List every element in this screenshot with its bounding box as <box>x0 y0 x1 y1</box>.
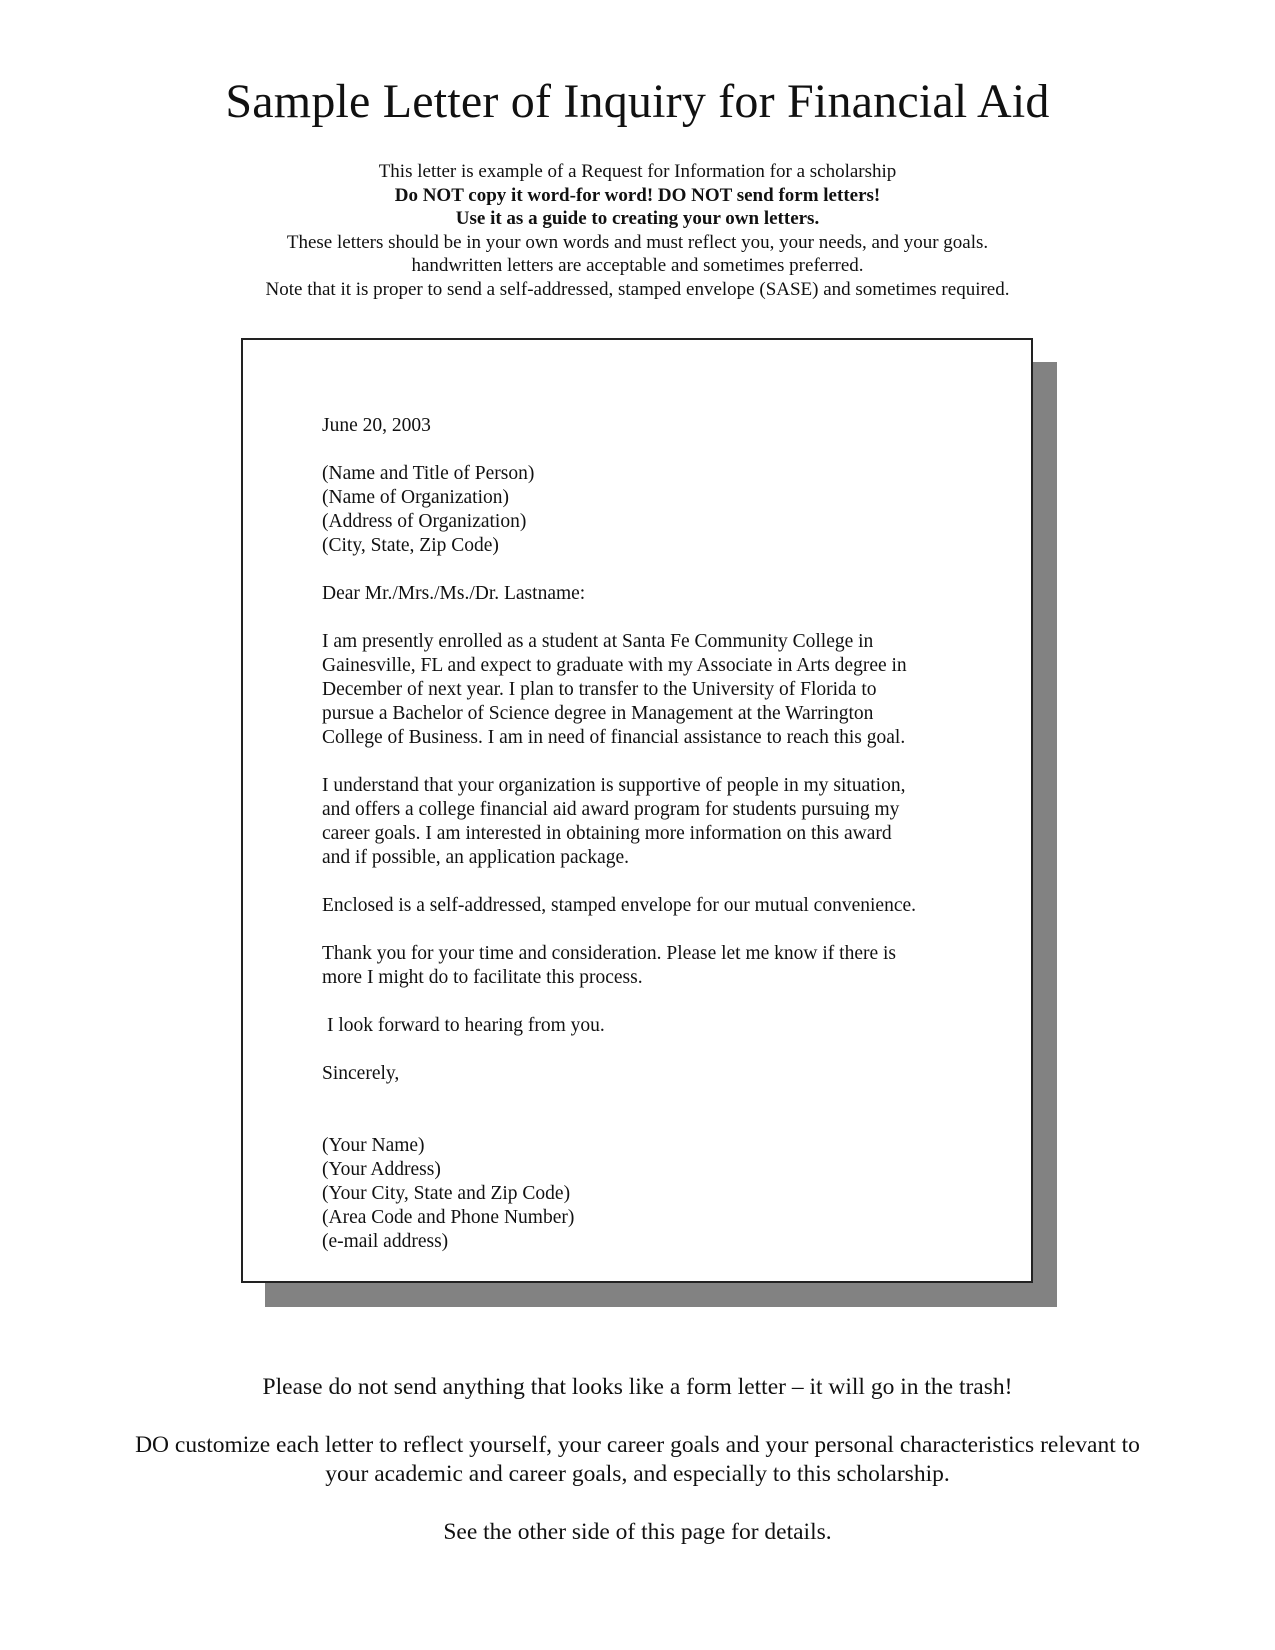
paragraph-line: I look forward to hearing from you. <box>327 1015 605 1036</box>
letter-body <box>322 414 1002 1254</box>
paragraph-line: I understand that your organization is supportive of people in my situation, <box>322 775 906 796</box>
footer-warning: Please do not send anything that looks like a form letter – it will go in the trash! <box>262 1374 1013 1400</box>
intro-line: Note that it is proper to send a self-addressed, stamped envelope (SASE) and sometimes required. <box>265 278 1010 300</box>
footer-customize-line: DO customize each letter to reflect yourself, your career goals and your personal characteristics relevant to <box>135 1432 1140 1458</box>
paragraph-line: Gainesville, FL and expect to graduate with my Associate in Arts degree in <box>322 655 907 676</box>
footer-customize-line: your academic and career goals, and especially to this scholarship. <box>325 1461 950 1487</box>
paragraph-line: and offers a college financial aid award program for students pursuing my <box>322 799 900 820</box>
paragraph-line: and if possible, an application package. <box>322 847 630 868</box>
intro-line: This letter is example of a Request for Information for a scholarship <box>378 161 897 182</box>
recipient-line: (Address of Organization) <box>322 511 527 532</box>
signature-line: (e-mail address) <box>322 1231 449 1252</box>
signature-line: (Your Address) <box>322 1159 441 1180</box>
intro-block <box>0 160 1275 301</box>
paragraph-line: College of Business. I am in need of financial assistance to reach this goal. <box>322 727 906 748</box>
intro-line: These letters should be in your own words and must reflect you, your needs, and your goals. <box>286 231 989 253</box>
closing: Sincerely, <box>322 1063 400 1084</box>
paragraph-line: career goals. I am interested in obtaining more information on this award <box>322 823 892 844</box>
paragraph-line: more I might do to facilitate this process. <box>322 967 643 988</box>
recipient-line: (City, State, Zip Code) <box>322 535 499 556</box>
sample-letter <box>241 338 1033 1283</box>
intro-warning-line: Do NOT copy it word-for word! DO NOT send form letters! <box>394 184 881 206</box>
letter-date: June 20, 2003 <box>322 415 431 436</box>
footer-notes <box>0 1373 1275 1547</box>
intro-guide-line: Use it as a guide to creating your own letters. <box>455 208 820 229</box>
footer-see-other: See the other side of this page for details. <box>443 1519 832 1545</box>
intro-line: handwritten letters are acceptable and sometimes preferred. <box>411 255 864 276</box>
paragraph-line: I am presently enrolled as a student at Santa Fe Community College in <box>322 631 874 652</box>
recipient-line: (Name of Organization) <box>322 487 509 508</box>
paragraph-line: Enclosed is a self-addressed, stamped envelope for our mutual convenience. <box>322 895 916 916</box>
paragraph-line: pursue a Bachelor of Science degree in Management at the Warrington <box>322 703 874 724</box>
salutation: Dear Mr./Mrs./Ms./Dr. Lastname: <box>322 583 586 604</box>
page-title: Sample Letter of Inquiry for Financial Aid <box>225 75 1050 128</box>
paragraph-line: December of next year. I plan to transfer to the University of Florida to <box>322 679 877 700</box>
recipient-line: (Name and Title of Person) <box>322 463 535 484</box>
signature-line: (Your City, State and Zip Code) <box>322 1183 571 1204</box>
signature-line: (Area Code and Phone Number) <box>322 1207 575 1228</box>
signature-line: (Your Name) <box>322 1135 425 1156</box>
paragraph-line: Thank you for your time and consideration. Please let me know if there is <box>322 943 897 964</box>
